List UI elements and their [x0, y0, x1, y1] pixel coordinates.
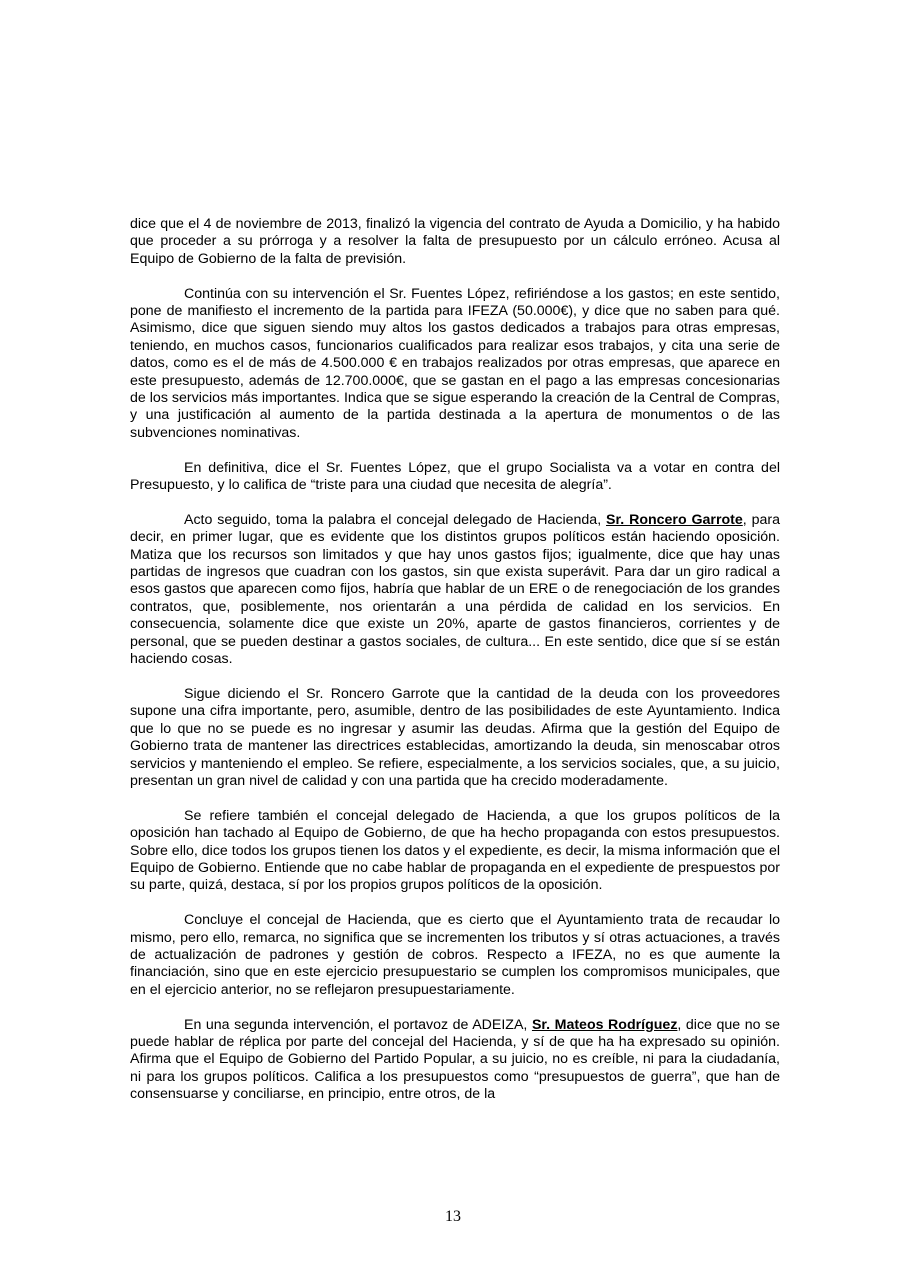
paragraph-3: En definitiva, dice el Sr. Fuentes López, que el grupo Socialista va a votar en contra del Presupuesto, y lo califica de “triste para una ciudad que necesita de alegría”. — [130, 459, 780, 494]
paragraph-8-lead: En una segunda intervención, el portavoz de ADEIZA, — [184, 1016, 532, 1033]
paragraph-4 — [130, 512, 780, 669]
paragraph-1: dice que el 4 de noviembre de 2013, finalizó la vigencia del contrato de Ayuda a Domicilio, y ha habido que proceder a su prórroga y a resolver la falta de presupuesto por un cálculo erróneo. Acusa al Equipo de Gobierno de la falta de previsión. — [130, 216, 780, 267]
paragraph-7: Concluye el concejal de Hacienda, que es cierto que el Ayuntamiento trata de recaudar lo mismo, pero ello, remarca, no significa que se incrementen los tributos y sí otras actuaciones, a través de actualización de padrones y gestión de cobros. Respecto a IFEZA, no es que aumente la financiación, sino que en este ejercicio presupuestario se cumplen los compromisos municipales, que en el ejercicio anterior, no se reflejaron presupuestariamente. — [130, 912, 780, 998]
paragraph-2: Continúa con su intervención el Sr. Fuentes López, refiriéndose a los gastos; en este sentido, pone de manifiesto el incremento de la partida para IFEZA (50.000€), y dice que no saben para qué. Asimismo, dice que siguen siendo muy altos los gastos dedicados a trabajos para otras empresas, teniendo, en muchos casos, funcionarios cualificados para realizar esos trabajos, y cita una serie de datos, como es el de más de 4.500.000 € en trabajos realizados por otras empresas, que aparece en este presupuesto, además de 12.700.000€, que se gastan en el pago a las empresas concesionarias de los servicios más importantes. Indica que se sigue esperando la creación de la Central de Compras, y una justificación al aumento de la partida destinada a la apertura de monumentos o de las subvenciones nominativas. — [130, 285, 780, 441]
paragraph-4-rest: , para decir, en primer lugar, que es evidente que los distintos grupos políticos están haciendo oposición. Matiza que los recursos son limitados y que hay unos gastos fijos; igualmente, dice que hay unas partidas de ingresos que cuadran con los gastos, sin que exista superávit. Para dar un giro radical a esos gastos que aparecen como fijos, habría que hablar de un ERE o de renegociación de los grandes contratos, que, posiblemente, nos orientarán a una pérdida de calidad en los servicios. En consecuencia, solamente dice que existe un 20%, aparte de gastos financieros, corrientes y de personal, que se pueden destinar a gastos sociales, de cultura... En este sentido, dice que sí se están haciendo cosas. — [130, 511, 780, 668]
document-body — [130, 216, 780, 1121]
paragraph-5: Sigue diciendo el Sr. Roncero Garrote que la cantidad de la deuda con los proveedores supone una cifra importante, pero, asumible, dentro de las posibilidades de este Ayuntamiento. Indica que lo que no se puede es no ingresar y asumir las deudas. Afirma que la gestión del Equipo de Gobierno trata de mantener las directrices establecidas, amortizando la deuda, sin menoscabar otros servicios y manteniendo el empleo. Se refiere, especialmente, a los servicios sociales, que, a su juicio, presentan un gran nivel de calidad y con una partida que ha crecido moderadamente. — [130, 685, 780, 789]
paragraph-8 — [130, 1017, 780, 1104]
paragraph-6: Se refiere también el concejal delegado de Hacienda, a que los grupos políticos de la oposición han tachado al Equipo de Gobierno, de que ha hecho propaganda con estos presupuestos. Sobre ello, dice todos los grupos tienen los datos y el expediente, es decir, la misma información que el Equipo de Gobierno. Entiende que no cabe hablar de propaganda en el expediente de prespuestos por su parte, quizá, destaca, sí por los propios grupos políticos de la oposición. — [130, 807, 780, 894]
speaker-name-roncero: Sr. Roncero Garrote — [606, 511, 743, 528]
paragraph-8-rest: , dice que no se puede hablar de réplica por parte del concejal del Hacienda, y sí de que ha ha expresado su opinión. Afirma que el Equipo de Gobierno del Partido Popular, a su juicio, no es creíble, ni para la ciudadanía, ni para los grupos políticos. Califica a los presupuestos como “presupuestos de guerra”, que han de consensuarse y conciliarse, en principio, entre otros, de la — [130, 1016, 781, 1103]
speaker-name-mateos: Sr. Mateos Rodríguez — [531, 1016, 678, 1033]
page-number: 13 — [445, 1208, 461, 1225]
paragraph-4-lead: Acto seguido, toma la palabra el concejal delegado de Hacienda, — [184, 511, 607, 528]
